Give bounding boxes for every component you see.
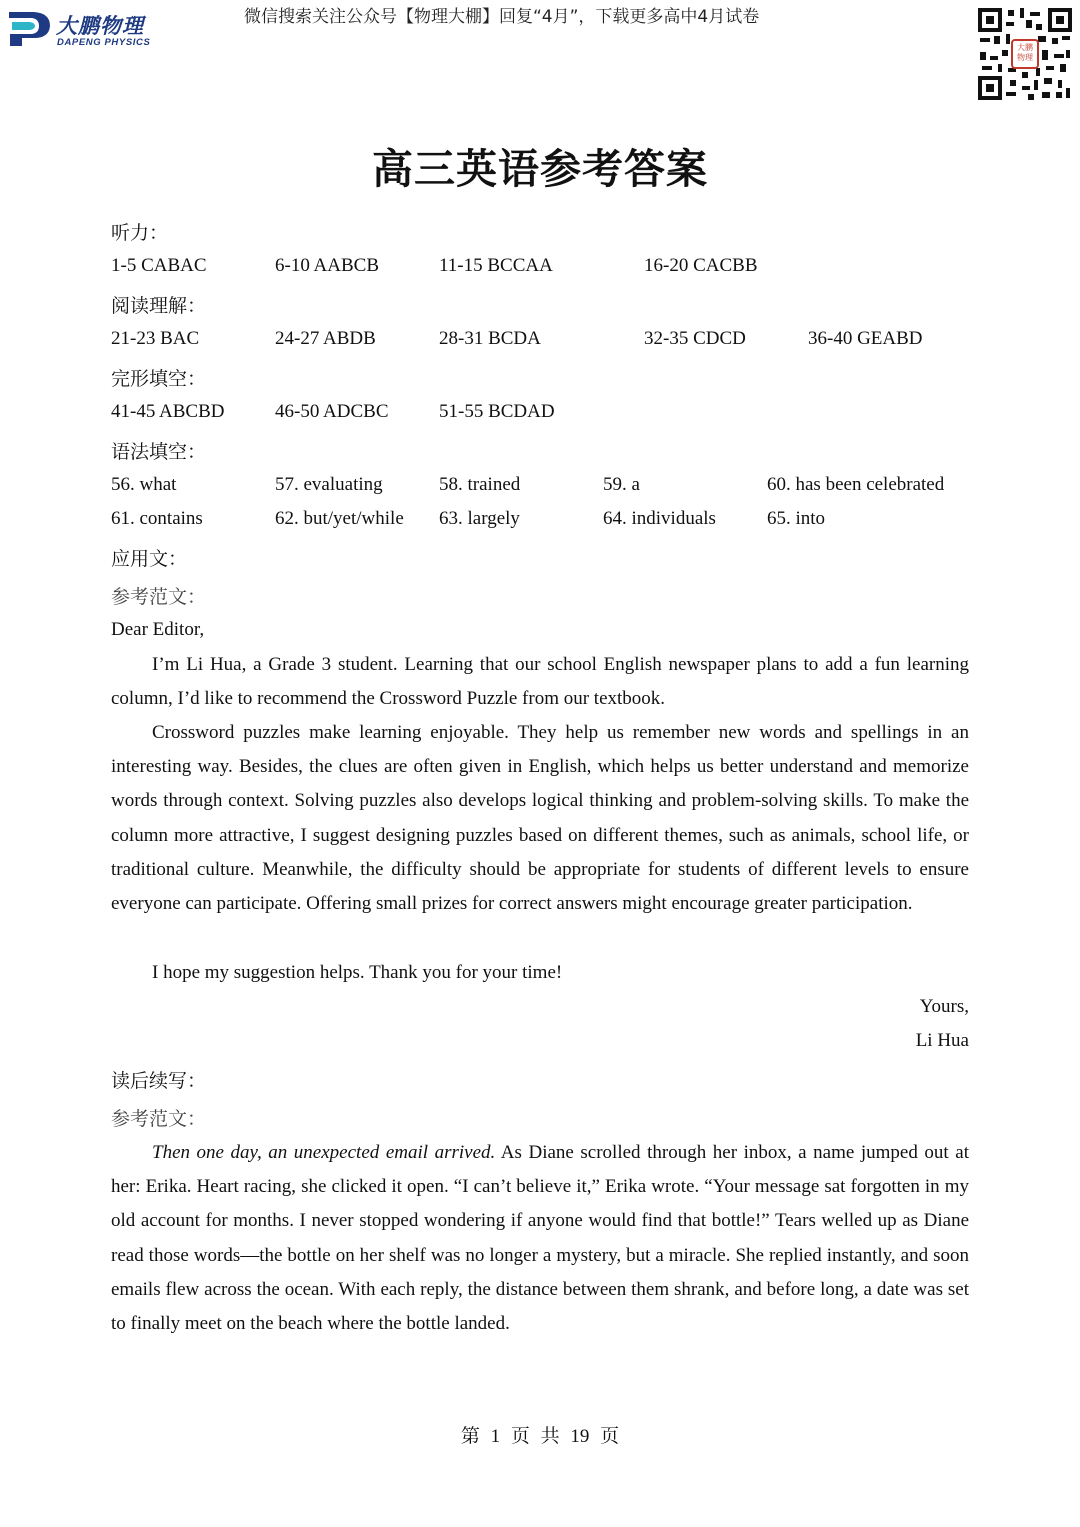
- answer-cell: 36-40 GEABD: [808, 328, 923, 349]
- letter-greeting: Dear Editor,: [111, 619, 205, 640]
- answer-cell: 21-23 BAC: [111, 328, 200, 349]
- sample-label: 参考范文：: [111, 586, 207, 608]
- answer-cell: 59. a: [603, 474, 640, 495]
- letter-signature: Li Hua: [915, 1030, 969, 1051]
- section-heading-grammar: 语法填空：: [111, 441, 207, 463]
- answer-cell: 6-10 AABCB: [275, 255, 379, 276]
- section-heading-listening: 听力：: [111, 222, 169, 244]
- page-title: 高三英语参考答案: [372, 145, 708, 193]
- answer-cell: 65. into: [767, 508, 826, 529]
- continuation-opening-sentence: Then one day, an unexpected email arrived.: [152, 1142, 496, 1163]
- letter-paragraph-2: Crossword puzzles make learning enjoyable. They help us remember new words and spellings in an interesting way. Besides, the clues are often given in English, which helps us better understand and memorize words through context. Solving puzzles also develops logical thinking and problem-solving skills. To make the column more attractive, I suggest designing puzzles based on different themes, such as animals, school life, or traditional culture. Meanwhile, the difficulty should be appropriate for students of different levels to ensure everyone can participate. Offering small prizes for correct answers might encourage greater participation.: [111, 722, 969, 915]
- answer-cell: 64. individuals: [603, 508, 716, 529]
- qr-code: [976, 6, 1074, 102]
- answer-cell: 11-15 BCCAA: [439, 255, 553, 276]
- section-heading-cloze: 完形填空：: [111, 368, 207, 390]
- letter-paragraph-3: I hope my suggestion helps. Thank you for your time!: [152, 962, 563, 983]
- answer-cell: 57. evaluating: [275, 474, 383, 495]
- answer-cell: 41-45 ABCBD: [111, 401, 225, 422]
- promo-banner: 微信搜索关注公众号【物理大棚】回复“4月”，下载更多高中4月试卷: [244, 7, 760, 27]
- letter-closing: Yours,: [919, 996, 969, 1017]
- dapeng-logo: [6, 6, 166, 52]
- sample-label: 参考范文：: [111, 1108, 207, 1130]
- answer-cell: 32-35 CDCD: [644, 328, 746, 349]
- page-number: 第 1 页 共 19 页: [460, 1426, 620, 1447]
- section-heading-reading: 阅读理解：: [111, 295, 207, 317]
- dapeng-logo-icon: [6, 8, 54, 48]
- continuation-body: As Diane scrolled through her inbox, a name jumped out at her: Erika. Heart racing, she clicked it open. “I can’t believe it,” Erika wrote. “Your message sat forgotten in my old account for months. I never stopped wondering if anyone would find that bottle!” Tears welled up as Diane read those words—the bottle on her shelf was no longer a mystery, but a miracle. She replied instantly, and soon emails flew across the ocean. With each reply, the distance between them shrank, and before long, a date was set to finally meet on the beach where the bottle landed.: [111, 1142, 969, 1335]
- answer-cell: 28-31 BCDA: [439, 328, 541, 349]
- answer-cell: 56. what: [111, 474, 177, 495]
- logo-english-text: DAPENG PHYSICS: [57, 37, 151, 48]
- answer-cell: 46-50 ADCBC: [275, 401, 389, 422]
- letter-paragraph-1: I’m Li Hua, a Grade 3 student. Learning that our school English newspaper plans to add a fun learning column, I’d like to recommend the Crossword Puzzle from our textbook.: [111, 654, 969, 710]
- answer-cell: 60. has been celebrated: [767, 474, 945, 495]
- answer-cell: 1-5 CABAC: [111, 255, 207, 276]
- answer-cell: 24-27 ABDB: [275, 328, 376, 349]
- answer-cell: 63. largely: [439, 508, 520, 529]
- page-header: [0, 0, 1080, 110]
- answer-cell: 16-20 CACBB: [644, 255, 758, 276]
- logo-chinese-text: 大鹏物理: [56, 14, 144, 38]
- continuation-paragraph: [111, 1136, 969, 1341]
- answer-cell: 61. contains: [111, 508, 203, 529]
- answer-cell: 62. but/yet/while: [275, 508, 404, 529]
- answer-cell: 51-55 BCDAD: [439, 401, 555, 422]
- qr-center-badge: 大鹏物理: [1017, 43, 1033, 62]
- section-heading-application: 应用文：: [111, 548, 188, 570]
- section-heading-continuation: 读后续写：: [111, 1070, 207, 1092]
- answer-cell: 58. trained: [439, 474, 521, 495]
